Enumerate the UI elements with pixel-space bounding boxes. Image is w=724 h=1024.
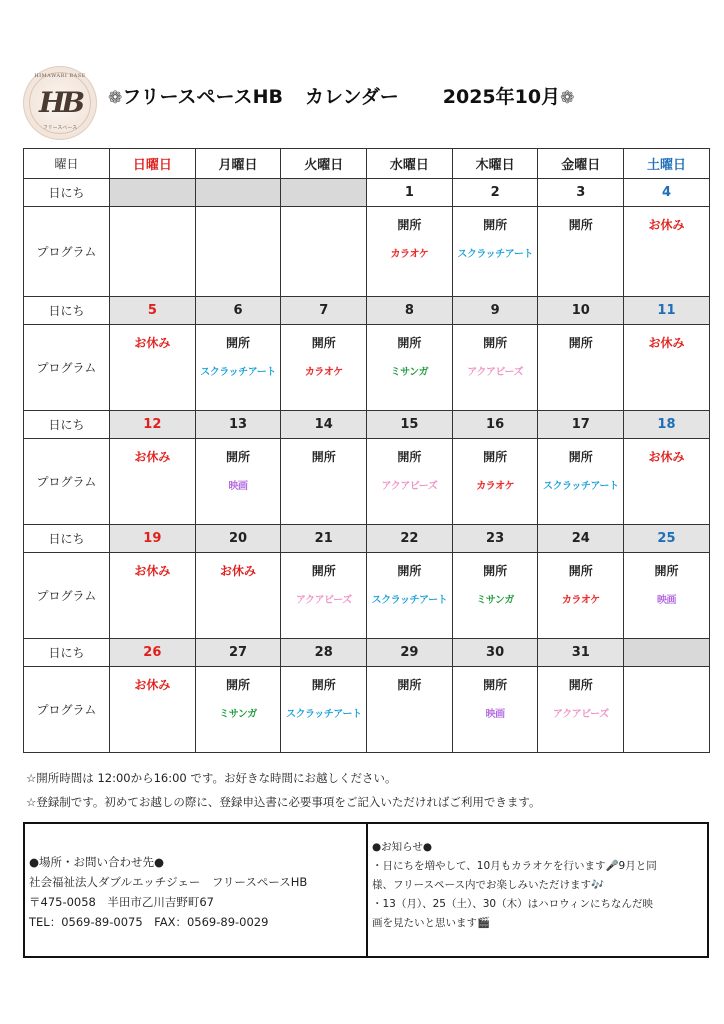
date-cell: 12 xyxy=(110,411,196,439)
program-cell xyxy=(624,553,710,639)
closed-label: お休み xyxy=(134,336,171,350)
activity-label: 映画 xyxy=(656,595,676,606)
program-row xyxy=(24,667,710,753)
program-cell xyxy=(195,667,281,753)
news-line: ・日にちを増やして、10月もカラオケを行います🎤9月と同 xyxy=(372,860,657,872)
program-cell xyxy=(367,667,453,753)
program-cell xyxy=(624,439,710,525)
weekday-header-row xyxy=(24,149,710,179)
date-cell: 29 xyxy=(367,639,453,667)
program-cell xyxy=(281,439,367,525)
date-cell: 20 xyxy=(195,525,281,553)
closed-label: お休み xyxy=(134,564,171,578)
activity-label: アクアビーズ xyxy=(381,481,438,492)
program-cell xyxy=(281,553,367,639)
activity-label: 映画 xyxy=(228,481,248,492)
closed-label: お休み xyxy=(648,450,685,464)
open-label: 開所 xyxy=(568,450,593,464)
open-label: 開所 xyxy=(568,336,593,350)
activity-label: カラオケ xyxy=(304,367,343,378)
closed-label: お休み xyxy=(648,218,685,232)
empty-date-cell xyxy=(281,179,367,207)
open-label: 開所 xyxy=(311,450,336,464)
program-cell xyxy=(367,207,453,297)
open-label: 開所 xyxy=(568,218,593,232)
news-line: 様、フリースペース内でお楽しみいただけます🎶 xyxy=(372,879,605,891)
program-cell xyxy=(195,439,281,525)
program-cell xyxy=(110,667,196,753)
date-cell: 23 xyxy=(452,525,538,553)
activity-label: アクアビーズ xyxy=(467,367,523,378)
activity-label: ミサンガ xyxy=(219,709,257,720)
program-row xyxy=(24,325,710,411)
program-cell xyxy=(195,207,281,297)
closed-label: お休み xyxy=(134,450,171,464)
date-row xyxy=(24,179,710,207)
date-cell: 16 xyxy=(452,411,538,439)
title-main: フリースペースHB xyxy=(122,86,283,108)
activity-label: スクラッチアート xyxy=(457,249,533,260)
flower-icon: ❁ xyxy=(108,88,123,108)
date-cell: 19 xyxy=(110,525,196,553)
date-cell: 25 xyxy=(624,525,710,553)
contact-org: 社会福祉法人ダブルエッチジェー フリースペースHB xyxy=(29,875,308,889)
program-cell xyxy=(624,207,710,297)
date-cell: 14 xyxy=(281,411,367,439)
program-row-label: プログラム xyxy=(24,207,110,297)
program-cell xyxy=(452,667,538,753)
news-line: 画を見たいと思います🎬 xyxy=(372,917,491,929)
date-cell: 11 xyxy=(624,297,710,325)
date-cell: 5 xyxy=(110,297,196,325)
calendar-table xyxy=(23,148,710,753)
logo xyxy=(23,66,97,140)
date-row xyxy=(24,525,710,553)
activity-label: スクラッチアート xyxy=(543,481,619,492)
program-cell xyxy=(538,667,624,753)
program-cell xyxy=(281,667,367,753)
open-label: 開所 xyxy=(654,564,679,578)
contact-address: 〒475-0058 半田市乙川吉野町67 xyxy=(29,895,214,909)
date-cell: 27 xyxy=(195,639,281,667)
date-cell: 13 xyxy=(195,411,281,439)
program-row xyxy=(24,553,710,639)
news-line: ・13（月）、25（土）、30（木）はハロウィンにちなんだ映 xyxy=(372,898,653,910)
date-cell: 21 xyxy=(281,525,367,553)
date-row-label: 日にち xyxy=(24,639,110,667)
contact-phone: TEL：0569-89-0075 FAX：0569-89-0029 xyxy=(29,915,269,929)
weekday-label: 曜日 xyxy=(24,149,110,179)
weekday-monday: 月曜日 xyxy=(195,149,281,179)
weekday-saturday: 土曜日 xyxy=(624,149,710,179)
program-cell xyxy=(110,325,196,411)
activity-label: カラオケ xyxy=(561,595,600,606)
program-cell xyxy=(538,325,624,411)
program-cell xyxy=(538,207,624,297)
info-box xyxy=(23,822,709,958)
empty-date-cell xyxy=(624,639,710,667)
open-label: 開所 xyxy=(311,564,336,578)
weekday-sunday: 日曜日 xyxy=(110,149,196,179)
activity-label: アクアビーズ xyxy=(552,709,609,720)
open-label: 開所 xyxy=(226,678,251,692)
open-label: 開所 xyxy=(483,450,508,464)
page-title xyxy=(108,82,574,112)
date-cell: 8 xyxy=(367,297,453,325)
date-cell: 2 xyxy=(452,179,538,207)
open-label: 開所 xyxy=(568,678,593,692)
open-label: 開所 xyxy=(397,678,422,692)
logo-sub: フリースペース xyxy=(42,125,78,131)
program-row-label: プログラム xyxy=(24,667,110,753)
program-cell xyxy=(367,439,453,525)
program-cell xyxy=(452,325,538,411)
registration-note: ☆登録制です。初めてお越しの際に、登録申込書に必要事項をご記入いただければご利用できます。 xyxy=(26,795,541,809)
program-cell xyxy=(110,439,196,525)
program-cell xyxy=(624,667,710,753)
date-row-label: 日にち xyxy=(24,525,110,553)
program-row-label: プログラム xyxy=(24,439,110,525)
date-row-label: 日にち xyxy=(24,297,110,325)
program-cell xyxy=(452,207,538,297)
title-month: 2025年10月 xyxy=(442,86,561,108)
date-row-label: 日にち xyxy=(24,411,110,439)
program-cell xyxy=(452,553,538,639)
activity-label: アクアビーズ xyxy=(295,595,352,606)
empty-date-cell xyxy=(110,179,196,207)
program-cell xyxy=(195,325,281,411)
open-label: 開所 xyxy=(226,336,251,350)
program-cell xyxy=(624,325,710,411)
activity-label: ミサンガ xyxy=(476,595,514,606)
program-cell xyxy=(110,553,196,639)
activity-label: 映画 xyxy=(485,709,505,720)
date-cell: 9 xyxy=(452,297,538,325)
date-cell: 1 xyxy=(367,179,453,207)
date-cell: 10 xyxy=(538,297,624,325)
program-cell xyxy=(281,325,367,411)
closed-label: お休み xyxy=(134,678,171,692)
activity-label: スクラッチアート xyxy=(285,709,362,720)
news-heading: ●お知らせ● xyxy=(372,841,433,853)
open-label: 開所 xyxy=(397,336,422,350)
activity-label: ミサンガ xyxy=(390,367,429,378)
date-cell: 26 xyxy=(110,639,196,667)
activity-label: スクラッチアート xyxy=(371,595,448,606)
date-cell: 6 xyxy=(195,297,281,325)
weekday-wednesday: 水曜日 xyxy=(367,149,453,179)
program-cell xyxy=(538,439,624,525)
weekday-tuesday: 火曜日 xyxy=(281,149,367,179)
program-cell xyxy=(538,553,624,639)
date-row-label: 日にち xyxy=(24,179,110,207)
weekday-friday: 金曜日 xyxy=(538,149,624,179)
open-label: 開所 xyxy=(483,564,508,578)
date-cell: 24 xyxy=(538,525,624,553)
date-cell: 28 xyxy=(281,639,367,667)
program-row xyxy=(24,207,710,297)
program-cell xyxy=(452,439,538,525)
activity-label: スクラッチアート xyxy=(200,367,276,378)
date-row xyxy=(24,411,710,439)
date-cell: 15 xyxy=(367,411,453,439)
hours-note: ☆開所時間は 12:00から16:00 です。お好きな時間にお越しください。 xyxy=(26,771,397,785)
contact-box xyxy=(25,824,368,956)
date-cell: 30 xyxy=(452,639,538,667)
contact-heading: ●場所・お問い合わせ先● xyxy=(29,855,165,869)
date-cell: 3 xyxy=(538,179,624,207)
program-row-label: プログラム xyxy=(24,553,110,639)
logo-text: HIMAWARI BASE xyxy=(34,73,86,79)
weekday-thursday: 木曜日 xyxy=(452,149,538,179)
program-cell xyxy=(281,207,367,297)
date-cell: 18 xyxy=(624,411,710,439)
date-cell: 22 xyxy=(367,525,453,553)
open-label: 開所 xyxy=(311,678,336,692)
date-row xyxy=(24,297,710,325)
logo-monogram: HB xyxy=(38,86,82,119)
closed-label: お休み xyxy=(220,564,257,578)
date-cell: 17 xyxy=(538,411,624,439)
closed-label: お休み xyxy=(648,336,685,350)
open-label: 開所 xyxy=(397,218,422,232)
open-label: 開所 xyxy=(311,336,336,350)
program-cell xyxy=(110,207,196,297)
title-calendar: カレンダー xyxy=(304,86,399,108)
open-label: 開所 xyxy=(483,218,508,232)
program-cell xyxy=(367,553,453,639)
open-label: 開所 xyxy=(568,564,593,578)
activity-label: カラオケ xyxy=(476,481,514,492)
open-label: 開所 xyxy=(226,450,251,464)
open-label: 開所 xyxy=(397,564,422,578)
empty-date-cell xyxy=(195,179,281,207)
program-row-label: プログラム xyxy=(24,325,110,411)
program-row xyxy=(24,439,710,525)
date-cell: 4 xyxy=(624,179,710,207)
date-cell: 7 xyxy=(281,297,367,325)
open-label: 開所 xyxy=(483,678,508,692)
program-cell xyxy=(195,553,281,639)
flower-icon: ❁ xyxy=(560,88,575,108)
news-box xyxy=(368,824,707,956)
date-cell: 31 xyxy=(538,639,624,667)
open-label: 開所 xyxy=(483,336,508,350)
date-row xyxy=(24,639,710,667)
program-cell xyxy=(367,325,453,411)
open-label: 開所 xyxy=(397,450,422,464)
activity-label: カラオケ xyxy=(390,249,429,260)
